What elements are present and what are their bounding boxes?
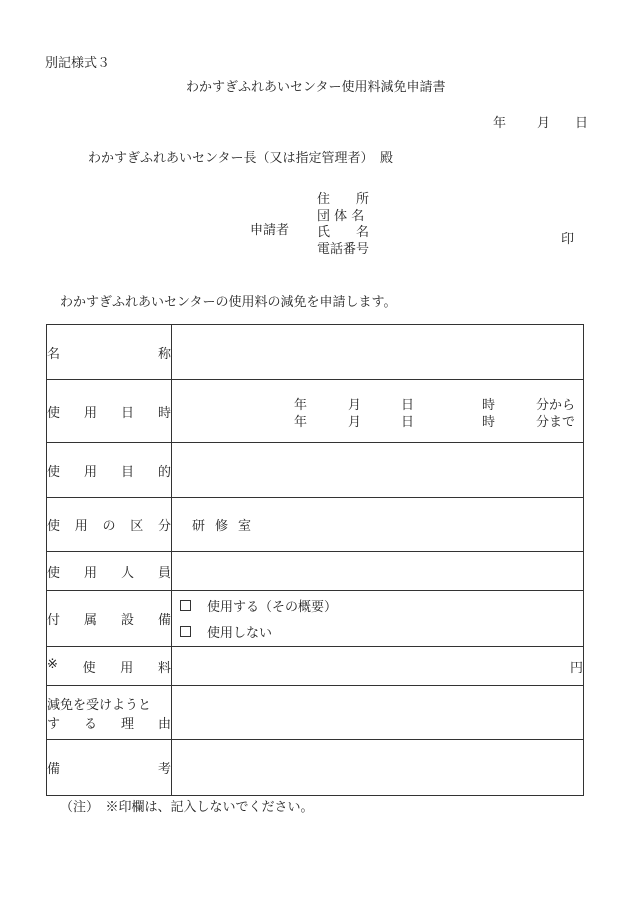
remarks-value-cell[interactable] [172, 740, 584, 796]
group-name-label: 団 体 名 [317, 208, 365, 224]
equipment-label-char: 属 [83, 613, 97, 628]
application-table [46, 324, 584, 796]
row-remarks [47, 740, 584, 796]
end-hour: 時 [482, 415, 496, 430]
category-value-cell[interactable] [172, 498, 584, 552]
date-day-label: 日 [575, 116, 589, 131]
people-label-char: 人 [120, 565, 134, 581]
remarks-label-cell [47, 740, 172, 796]
footnote: （注） ※印欄は、記入しないでください。 [60, 800, 314, 815]
fee-label-char: 用 [120, 660, 134, 676]
fee-label-cell [47, 647, 172, 686]
start-day: 日 [401, 398, 415, 413]
equipment-label-char: 備 [157, 613, 171, 628]
equipment-option-not-use-label: 使用しない [207, 626, 273, 641]
row-equipment [47, 591, 584, 647]
reason-label-char: 理 [120, 716, 134, 732]
checkbox-use[interactable] [180, 600, 191, 611]
people-label-char: 員 [157, 565, 171, 581]
reason-label-char: 由 [157, 716, 171, 732]
purpose-label-char: 使 [47, 464, 61, 480]
start-hour: 時 [482, 398, 496, 413]
category-label-cell [47, 498, 172, 552]
purpose-label-char: 目 [120, 464, 134, 480]
remarks-label-char: 考 [157, 762, 171, 777]
equipment-label-char: 設 [120, 613, 134, 628]
category-label-char: 区 [130, 519, 144, 534]
category-label-char: 用 [74, 519, 88, 534]
date-label-char: 用 [83, 405, 97, 421]
row-people [47, 552, 584, 591]
date-year-label: 年 [493, 116, 507, 131]
equipment-value-cell [172, 591, 584, 647]
checkbox-not-use[interactable] [180, 626, 191, 637]
fee-label-char: ※ [47, 656, 58, 672]
row-fee [47, 647, 584, 686]
start-year: 年 [294, 398, 308, 413]
start-minute: 分から [536, 398, 576, 413]
date-label-char: 時 [157, 405, 171, 421]
date-label-cell [47, 380, 172, 443]
people-label-char: 使 [47, 565, 61, 581]
reason-label-char: す [47, 716, 61, 732]
purpose-value-cell[interactable] [172, 443, 584, 498]
people-label-cell [47, 552, 172, 591]
phone-label: 電話番号 [317, 241, 370, 257]
start-month: 月 [348, 398, 362, 413]
purpose-label-char: 用 [83, 464, 97, 480]
address-label: 住 所 [317, 192, 370, 207]
end-month: 月 [348, 415, 362, 430]
purpose-label-char: 的 [157, 464, 171, 480]
name-label-cell [47, 325, 172, 380]
row-reason [47, 686, 584, 740]
name-label-char: 称 [157, 346, 171, 362]
row-date [47, 380, 584, 443]
purpose-label-cell [47, 443, 172, 498]
date-month-label: 月 [537, 116, 551, 131]
equipment-option-use[interactable] [172, 593, 583, 619]
date-value-cell[interactable] [172, 380, 584, 443]
addressee: わかすぎふれあいセンター長（又は指定管理者） 殿 [88, 151, 393, 166]
end-day: 日 [401, 415, 415, 430]
category-room-value: 研修室 [192, 519, 262, 534]
date-label-char: 日 [120, 405, 134, 421]
fee-label-char: 料 [157, 660, 171, 676]
yen-unit: 円 [569, 660, 583, 676]
date-time-grid [172, 391, 583, 431]
reason-label-line2 [47, 713, 171, 732]
people-value-cell[interactable] [172, 552, 584, 591]
reason-value-cell[interactable] [172, 686, 584, 740]
request-statement: わかすぎふれあいセンターの使用料の減免を申請します。 [60, 295, 397, 310]
fee-label-char: 使 [82, 660, 96, 676]
applicant-fields [317, 192, 369, 258]
reason-label-char: る [83, 716, 97, 732]
category-label-char: の [102, 519, 116, 534]
name-value-cell[interactable] [172, 325, 584, 380]
name-label-char: 名 [47, 346, 61, 362]
equipment-option-not-use[interactable] [172, 619, 583, 645]
end-year: 年 [294, 415, 308, 430]
form-label: 別記様式３ [45, 56, 111, 71]
end-minute: 分まで [536, 415, 576, 430]
document-title: わかすぎふれあいセンター使用料減免申請書 [186, 80, 446, 95]
category-label-char: 分 [157, 519, 171, 534]
row-name [47, 325, 584, 380]
reason-label-cell [47, 686, 172, 740]
seal-mark: 印 [561, 232, 575, 247]
category-label-char: 使 [47, 519, 61, 534]
row-category [47, 498, 584, 552]
equipment-label-cell [47, 591, 172, 647]
equipment-option-use-label: 使用する（その概要） [207, 600, 338, 615]
applicant-label: 申請者 [250, 223, 290, 238]
equipment-label-char: 付 [47, 613, 61, 628]
remarks-label-char: 備 [47, 762, 61, 777]
date-label-char: 使 [47, 405, 61, 421]
fee-value-cell [172, 647, 584, 686]
people-label-char: 用 [83, 565, 97, 581]
row-purpose [47, 443, 584, 498]
person-name-label: 氏 名 [317, 225, 370, 240]
reason-label-line1: 減免を受けようと [47, 697, 152, 713]
